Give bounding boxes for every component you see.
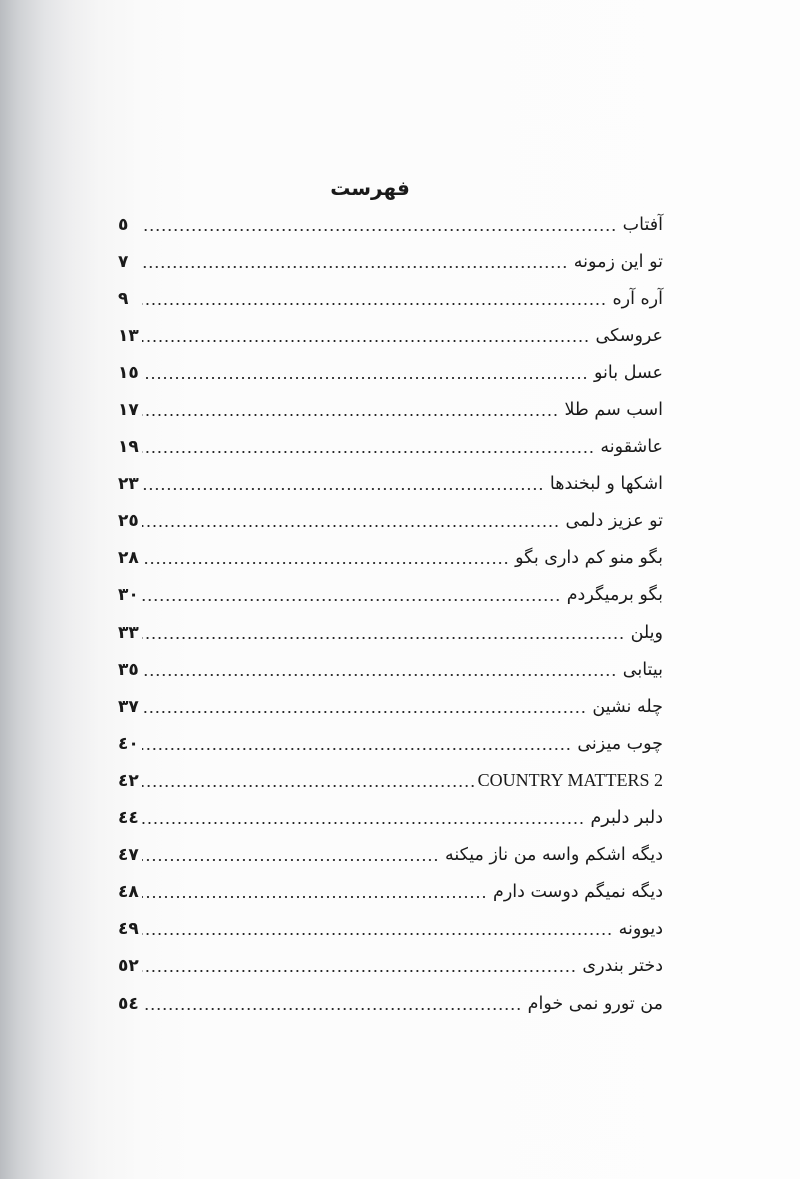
- toc-list: [118, 206, 663, 1022]
- toc-entry: [118, 985, 663, 1022]
- toc-entry-title: من تورو نمی خوام: [527, 993, 663, 1014]
- toc-entry: [118, 206, 663, 243]
- dot-leader: [142, 896, 487, 898]
- dot-leader: [142, 377, 588, 379]
- dot-leader: [142, 674, 617, 676]
- toc-entry-title: چله نشین: [592, 696, 663, 717]
- toc-entry-title: دیگه اشکم واسه من ناز میکنه: [444, 845, 663, 866]
- toc-entry-title: تو این زمونه: [573, 251, 663, 272]
- toc-entry: [118, 837, 663, 874]
- toc-entry: [118, 466, 663, 503]
- toc-entry-title: دیگه نمیگم دوست دارم: [492, 882, 663, 903]
- toc-entry-page: ٤٢: [118, 770, 139, 791]
- toc-entry: [118, 503, 663, 540]
- toc-entry: [118, 688, 663, 725]
- toc-entry-page: ٤٨: [118, 882, 139, 903]
- toc-entry: [118, 317, 663, 354]
- toc-entry-title: اشکها و لبخندها: [549, 474, 663, 495]
- toc-entry-title: بگو برمیگردم: [566, 585, 663, 606]
- dot-leader: [142, 562, 509, 564]
- toc-entry-title: دیوونه: [618, 919, 663, 940]
- dot-leader: [142, 637, 625, 639]
- toc-entry: [118, 800, 663, 837]
- toc-entry: [118, 874, 663, 911]
- toc-entry-page: ٢٥: [118, 511, 139, 532]
- toc-entry-page: ٢٨: [118, 548, 139, 569]
- toc-entry-page: ٣٣: [118, 622, 139, 643]
- toc-entry-title: اسب سم طلا: [564, 400, 663, 421]
- toc-entry: [118, 280, 663, 317]
- toc-entry-page: ٥٤: [118, 993, 139, 1014]
- toc-entry-page: ١٩: [118, 437, 139, 458]
- toc-entry: [118, 762, 663, 799]
- dot-leader: [142, 229, 617, 231]
- toc-entry-page: ٥٢: [118, 956, 139, 977]
- toc-entry: [118, 911, 663, 948]
- toc-entry: [118, 614, 663, 651]
- dot-leader: [142, 340, 590, 342]
- toc-entry: [118, 243, 663, 280]
- toc-entry-title: عاشقونه: [600, 437, 663, 458]
- toc-entry-title: دلبر دلبرم: [590, 808, 663, 829]
- toc-entry-page: ٥: [118, 214, 129, 235]
- toc-entry: [118, 725, 663, 762]
- toc-entry-page: ٢٣: [118, 474, 139, 495]
- dot-leader: [142, 414, 558, 416]
- toc-entry-title: بیتابی: [622, 659, 663, 680]
- toc-entry-page: ٣٥: [118, 659, 139, 680]
- toc-entry-title: آره آره: [612, 288, 663, 309]
- toc-entry-page: ٣٠: [118, 585, 139, 606]
- dot-leader: [142, 488, 544, 490]
- toc-entry: [118, 429, 663, 466]
- dot-leader: [142, 599, 561, 601]
- dot-leader: [142, 970, 576, 972]
- toc-entry-page: ٤٠: [118, 733, 139, 754]
- dot-leader: [142, 822, 584, 824]
- dot-leader: [142, 859, 439, 861]
- toc-entry-title: بگو منو کم داری بگو: [515, 548, 663, 569]
- dot-leader: [142, 711, 586, 713]
- toc-entry-title: آفتاب: [622, 214, 663, 235]
- dot-leader: [142, 303, 606, 305]
- toc-entry-page: ٩: [118, 288, 129, 309]
- toc-entry: [118, 354, 663, 391]
- toc-entry-page: ١٧: [118, 400, 139, 421]
- dot-leader: [142, 451, 594, 453]
- toc-entry-title: ویلن: [630, 622, 663, 643]
- toc-entry: [118, 577, 663, 614]
- dot-leader: [142, 525, 560, 527]
- toc-entry: [118, 391, 663, 428]
- toc-entry-title: COUNTRY MATTERS 2: [477, 770, 663, 791]
- toc-entry-title: چوب میزنی: [577, 733, 663, 754]
- toc-entry-page: ٧: [118, 251, 129, 272]
- toc-entry-title: تو عزیز دلمی: [565, 511, 663, 532]
- toc-title: [0, 176, 640, 200]
- toc-entry-title: عروسکی: [595, 325, 663, 346]
- toc-entry-page: ٤٤: [118, 808, 139, 829]
- dot-leader: [142, 748, 571, 750]
- toc-entry-page: ٤٧: [118, 845, 139, 866]
- dot-leader: [142, 785, 476, 787]
- toc-entry-title: عسل بانو: [594, 362, 663, 383]
- toc-entry-page: ١٣: [118, 325, 139, 346]
- toc-title-text: فهرست: [330, 176, 410, 200]
- toc-entry: [118, 948, 663, 985]
- toc-entry: [118, 540, 663, 577]
- toc-entry-page: ١٥: [118, 362, 139, 383]
- toc-entry-page: ٣٧: [118, 696, 139, 717]
- toc-entry-title: دختر بندری: [582, 956, 663, 977]
- toc-entry-page: ٤٩: [118, 919, 139, 940]
- toc-entry: [118, 651, 663, 688]
- dot-leader: [142, 933, 613, 935]
- dot-leader: [142, 266, 568, 268]
- dot-leader: [142, 1008, 522, 1010]
